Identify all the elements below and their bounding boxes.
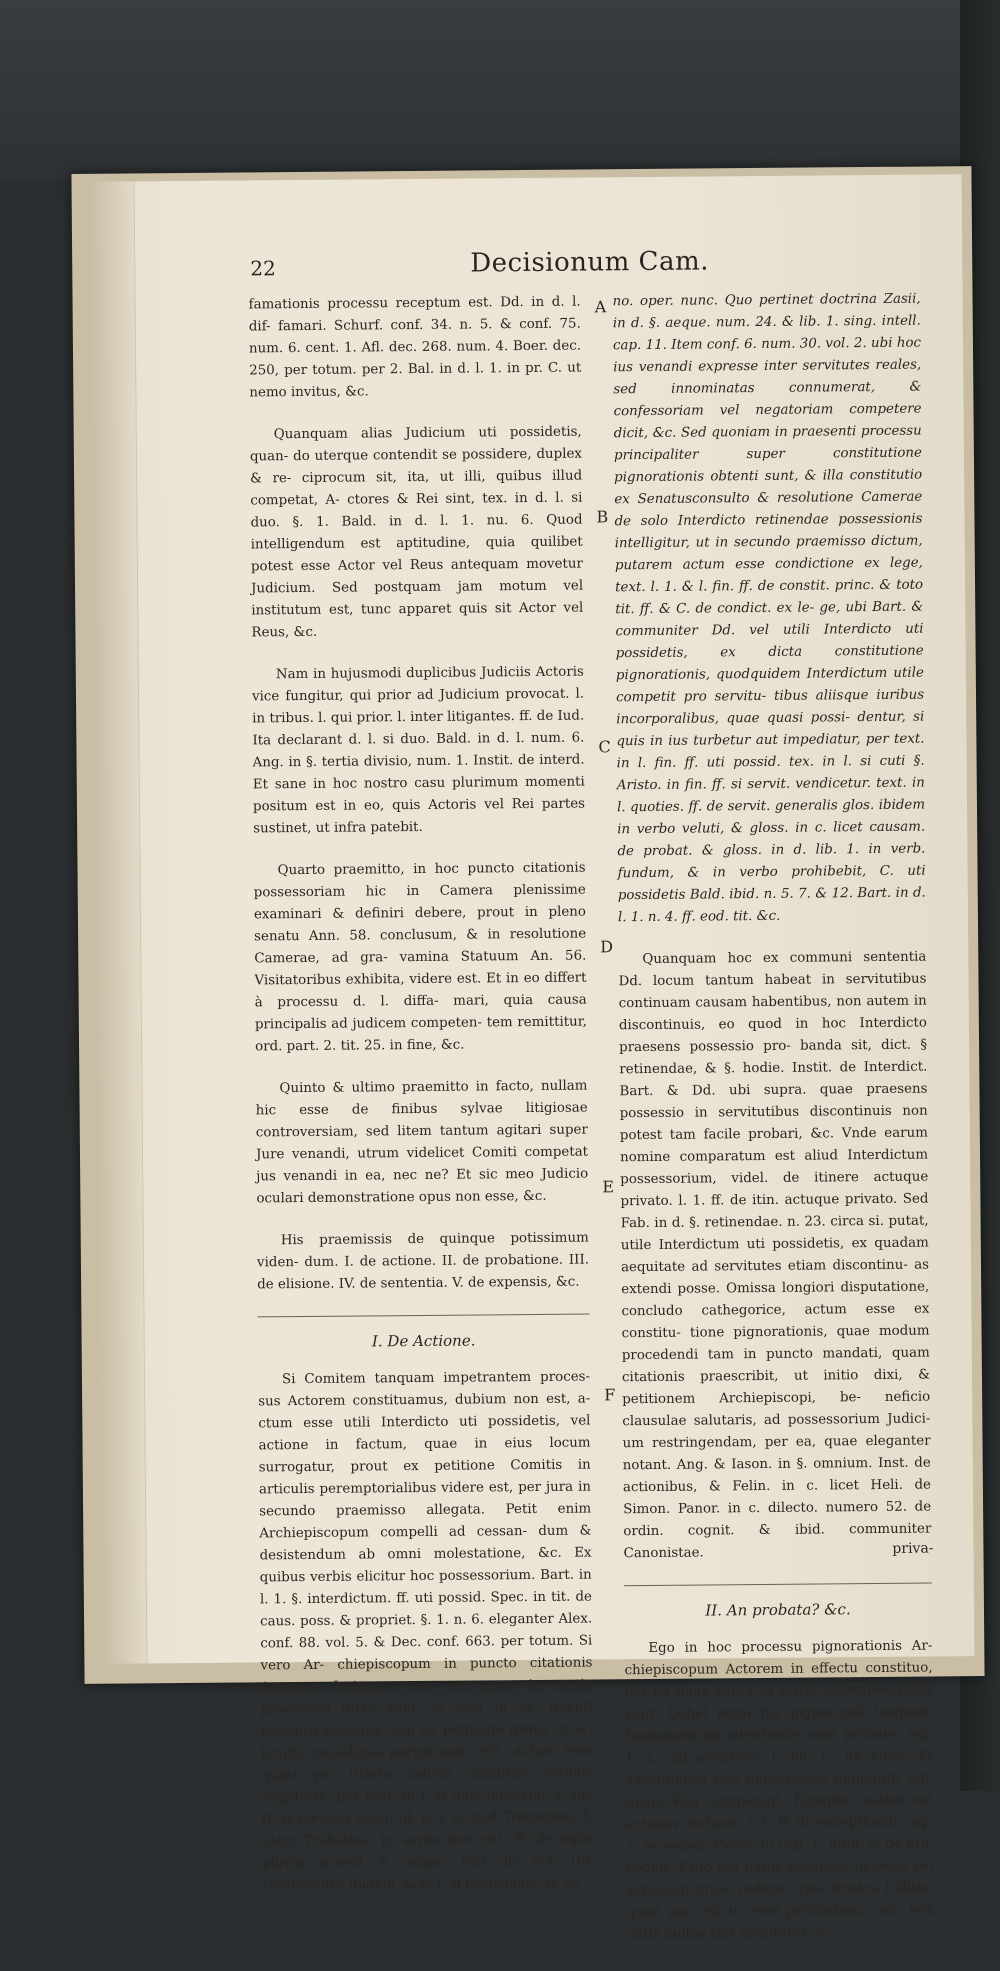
section-heading-actione: I. De Actione.: [371, 1331, 476, 1351]
left-paragraph-1: famationis processu receptum est. Dd. in d. l. dif- famari. Schurf. conf. 34. n. 5. & conf. 75. num. 6. cent. 1. Afl. dec. 268. num. 4. Boer. dec. 250, per totum. per 2. Bal. in d. l. 1. in pr. C. ut nemo invitus, &c.: [248, 294, 582, 401]
section-rule-1: [257, 1314, 589, 1318]
right-paragraph-2: Quanquam hoc ex communi sententia Dd. locum tantum habeat in servitutibus continuam causam habentibus, non autem in discontinuis, eo quod in hoc Interdicto praesens possessio pro- banda sit, dict. § retinendae, & §. hodie. Instit. de Interdict. Bart. & Dd. ubi supra. quae praesens possessio in servitutibus discontinuis non potest tam facile probari, &c. Vnde earum nomine comparatum est aliud Interdictum possessorium, videl. de itinere actuque privato. l. 1. ff. de itin. actuque privato. Sed Fab. in d. §. retinendae. n. 23. circa si. putat, utile Interdictum uti possidetis, ex quadam aequitate ad servitutes etiam discontinu- as extendi posse. Omissa longiori disputatione, concludo cathegorice, actum esse ex constitu- tione pignorationis, quae modum procedendi tam in puncto mandati, quam citationis praescribit, ut initio dixi, & petitionem Archiepiscopi, be- neficio clausulae salutaris, ad possessorium Judici- um restringendam, per ea, quae eleganter notant. Ang. & Iason. in §. omnium. Inst. de actionibus, & Felin. in c. licet Heli. de Simon. Panor. in c. dilecto. numero 52. de ordin. cognit. & ibid. communiter Canonistae.: [618, 949, 932, 1562]
left-paragraph-3: Nam in hujusmodi duplicibus Judiciis Actoris vice fungitur, qui prior ad Judicium provocat. l. in tribus. l. qui prior. l. inter litigantes. ff. de Iud. Ita declarant d. l. si duo. Bald. in d. l. num. 6. Ang. in §. tertia divisio, num. 1. Instit. de interd. Et sane in hoc nostro casu plurimum momenti positum est in eo, quis Actoris vel Rei partes sustinet, ut infra patebit.: [251, 664, 586, 837]
section-rule-2: [624, 1583, 932, 1587]
left-paragraph-4: Quarto praemitto, in hoc puncto citationis possessoriam hic in Camera plenissime examinari & definiri debere, prout in pleno senatu Ann. 58. conclusum, & in resolutione Camerae, ad gra- vamina Statuum An. 56. Visitatoribus exhibita, videre est. Et in eo differt à processu d. l. diffa- mari, quia causa principalis ad judicem competen- tem remittitur, ord. part. 2. tit. 25. in fine, &c.: [253, 860, 587, 1055]
catchword: priva-: [892, 1540, 934, 1557]
right-paragraph-1: no. oper. nunc. Quo pertinet doctrina Zasii, in d. §. aeque. num. 24. & lib. 1. sing. intell. cap. 11. Item conf. 6. num. 30. vol. 2. ubi hoc ius venandi expresse inter servitutes reales, sed innominatas connumerat, & confessoriam vel negatoriam competere dicit, &c. Sed quoniam in praesenti processu principaliter super constitutione pignorationis obtenti sunt, & illa constitutio ex Senatusconsulto & resolutione Camerae de solo Interdicto retinendae possessionis intelligitur, ut in secundo praemisso dictum, putarem actum esse condictione ex lege, text. l. 1. & l. fin. ff. de constit. princ. & toto tit. ff. & C. de condict. ex le- ge, ubi Bart. & communiter Dd. vel utili Interdicto uti possidetis, ex dicta constitutione pignorationis, quodquidem Interdictum utile competit pro servitu- tibus aliisque iuribus incorporalibus, quae quasi possi- dentur, si quis in ius turbetur aut impediatur, per text. in l. fin. ff. uti possid. tex. in l. si cuti §. Aristo. in fin. ff. si servit. vendicetur. text. in l. quoties. ff. de servit. generalis glos. ibidem in verbo veluti, & gloss. in c. licet causam. de probat. & gloss. in d. lib. 1. in verb. fundum, & in verbo prohibebit, C. uti possidetis Bald. ibid. n. 5. 7. & 12. Bart. in d. l. 1. n. 4. ff. eod. tit. &c.: [612, 291, 926, 926]
left-paragraph-5: Quinto & ultimo praemitto in facto, nullam hic esse de finibus sylvae litigiosae controversiam, sed litem tantum agitari super Jure venandi, utrum videlicet Comiti competat jus venandi in ea, nec ne? Et sic meo Judicio oculari demonstratione opus non esse, &c.: [255, 1078, 589, 1207]
margin-letter-d: D: [600, 937, 614, 957]
margin-letter-b: B: [596, 507, 609, 527]
left-column: [249, 292, 595, 1918]
margin-letter-f: F: [604, 1385, 616, 1405]
left-section-paragraph: Si Comitem tanquam impetrantem proces- sus Actorem constituamus, dubium non est, a- ctum esse utili Interdicto uti possidetis, vel actione in factum, quae in eius locum surrogatur, prout ex petitione Comitis in articulis peremptorialibus videre est, per jura in secundo praemisso allegata. Petit enim Archiepiscopum compelli ad cessan- dum & desistendum ab omni molestatione, &c. Ex quibus verbis elicitur hoc possessorium. Bart. in l. 1. §. interdictum. ff. uti possid. Spec. in tit. de caus. poss. & propriet. §. 1. n. 6. eleganter Alex. conf. 88. vol. 5. & Dec. conf. 663. per totum. Si vero Ar- chiepiscopum in puncto citationis Actorem faciamus, per ea, quae in tertio praemisso dicta sunt, & mox in se- quenti membro dicentur, jam ex petitione ipsius in ar- ticulis causalibus perspicuum erit, actum esse quasi pe- titorio judicio, nimirum actione negatoria, per text. in l. si quis diuturno. §. fin. ff. si servitus vend. gl. in l. a- pud Trebatium, §. idem Trebatius. in verbo non est. ff. de aqua pluvia arcend. §. aeque. Inst. de act. Dd. communiter ibidem, & in l. si priusquam. ff. de: [258, 1369, 595, 1894]
photo-background: [0, 0, 1000, 180]
margin-letter-c: C: [598, 737, 611, 757]
left-paragraph-6: His praemissis de quinque potissimum viden- dum. I. de actione. II. de probatione. III. de elisione. IV. de sententia. V. de expensis, &c.: [256, 1230, 590, 1293]
right-column: [613, 289, 936, 1967]
page-number: 22: [250, 256, 276, 281]
right-section-paragraph: Ego in hoc processu pignorationis Ar- chiepiscopum Actorem in effectu constituo, per ea quae supra in tertio praemisso dicta sunt. Debet enim Jus pignorandi tanquam fundamentum intentionis suae probare, leg. 1. l. qui accusare. l. fin. C. de eden. Et exceptiones sive defensiones pignorato tan- quam Reo competunt. Exceptio autem est actionis exclusio. l. 1. ff. de exceptionib. cap. 2. ex eodem Panor. in cap. 1. num. 5. de ord. cognit. Ergo ubi datur exceptio, necesse est actionem prae- cedere, quia frustra tollitur, quod non est in esse productum, cum non entis nullae sint qualitates, &: [624, 1638, 935, 1943]
margin-letter-a: A: [594, 297, 607, 317]
margin-letter-e: E: [602, 1177, 615, 1197]
section-heading-probata: II. An probata? &c.: [705, 1600, 851, 1620]
left-paragraph-2: Quanquam alias Judicium uti possidetis, quan- do uterque contendit se possidere, duplex & re- ciprocum sit, ita, ut illi, quibus illud competat, A- ctores & Rei sint, tex. in d. l. si duo. §. 1. Bald. in d. l. 1. nu. 6. Quod intelligendum est aptitudine, quia quilibet potest esse Actor vel Reus antequam movetur Judicium. Sed postquam jam motum vel institutum est, tunc apparet quis sit Actor vel Reus, &c.: [249, 424, 584, 641]
book-page: [90, 174, 975, 1943]
running-head: [90, 244, 962, 292]
running-title: Decisionum Cam.: [470, 246, 710, 279]
